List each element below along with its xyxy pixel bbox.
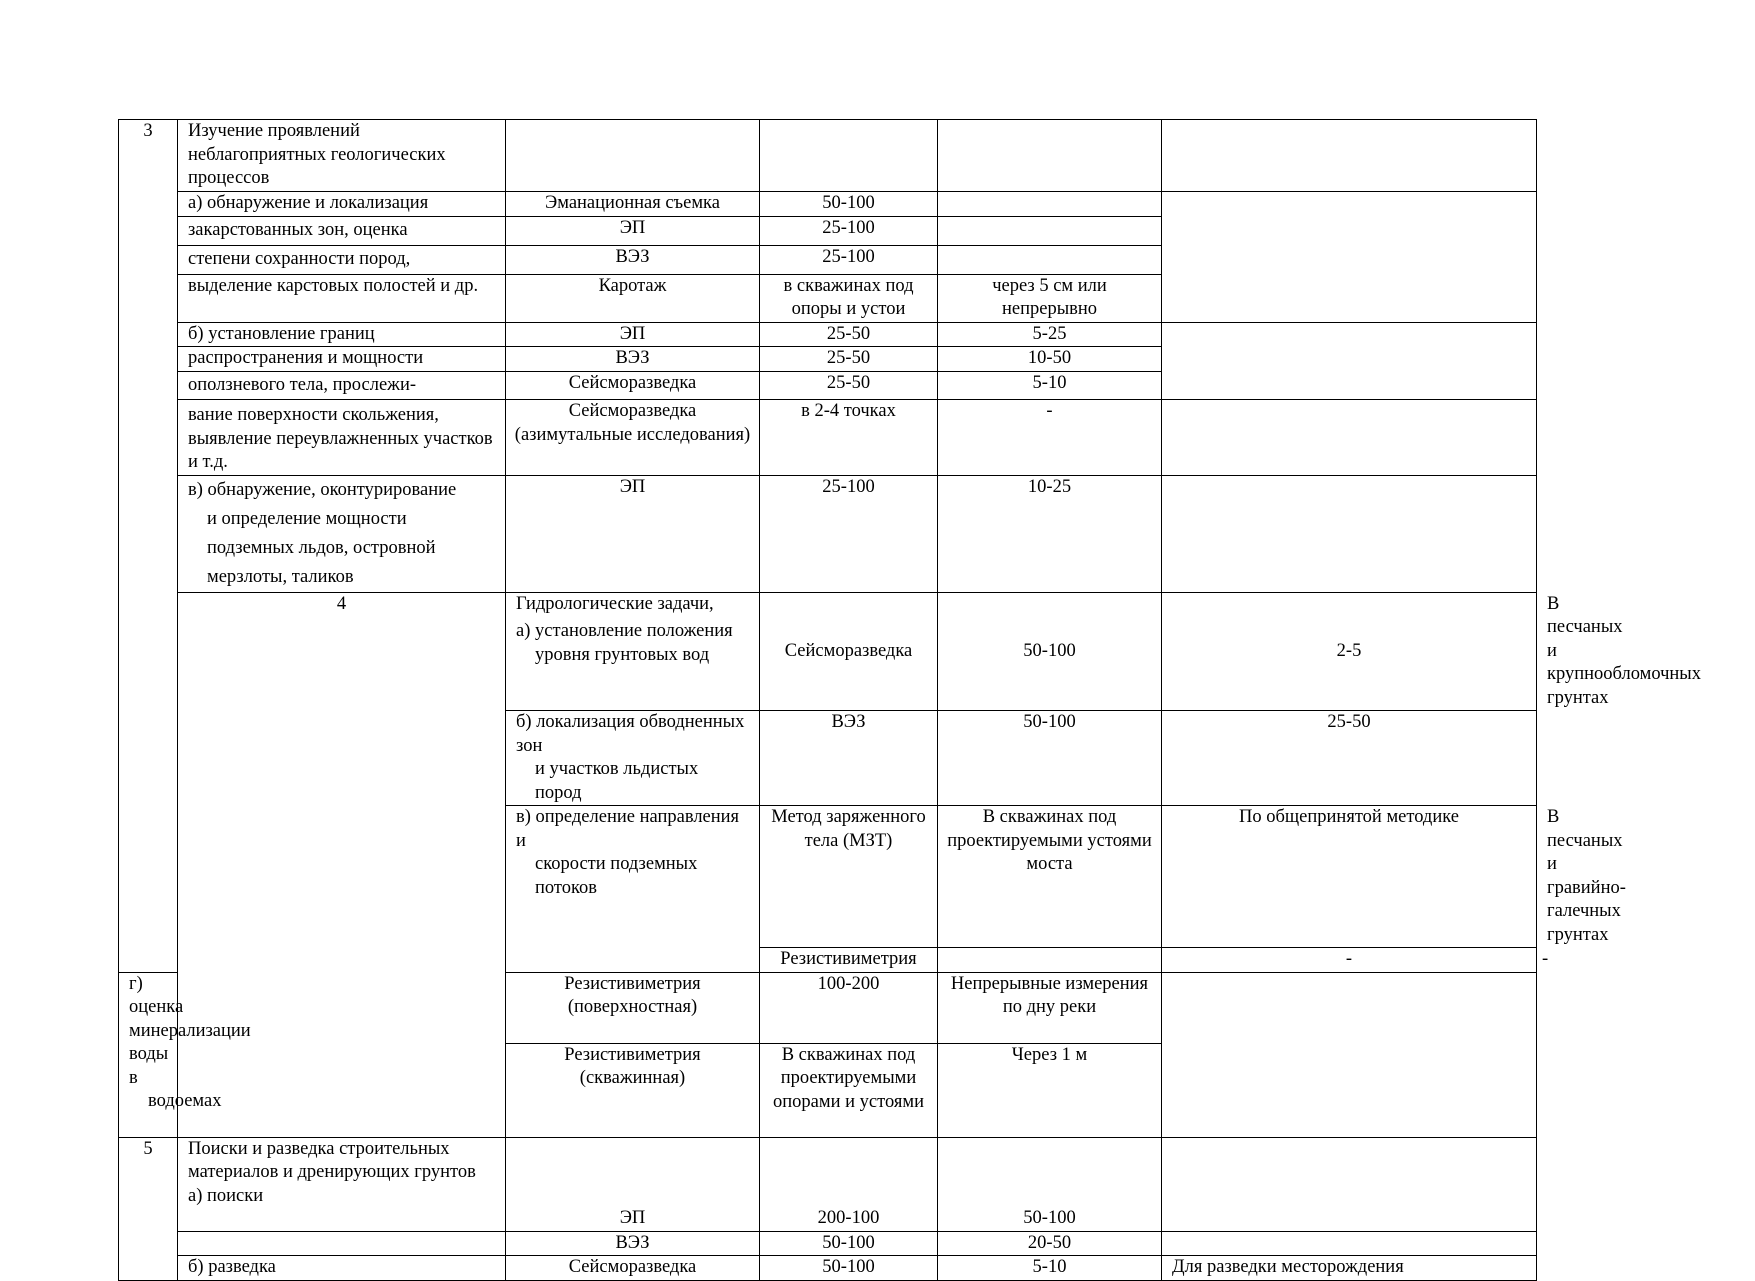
task-line: водоемах: [148, 1091, 222, 1111]
task-text: [119, 972, 251, 1137]
step-cell: 20-50: [938, 1231, 1162, 1256]
step-cell: 5-10: [938, 372, 1162, 400]
distance-cell: в скважинах под опоры и устои: [760, 274, 938, 322]
task-text: выделение карстовых полостей и др.: [178, 274, 506, 322]
method-cell: ВЭЗ: [506, 1231, 760, 1256]
note-cell: [1162, 322, 1537, 400]
distance-cell: В скважинах под проектируемыми устоями моста: [938, 806, 1162, 948]
step-cell: -: [1162, 948, 1537, 973]
method-cell: [506, 120, 760, 192]
distance-cell: В скважинах под проектируемыми опорами и устоями: [760, 1043, 938, 1137]
method-cell: ВЭЗ: [506, 245, 760, 274]
method-cell: Сейсморазведка: [506, 372, 760, 400]
task-text: [506, 806, 760, 973]
method-cell: ВЭЗ: [760, 711, 938, 806]
note-cell: [1162, 192, 1537, 323]
note-cell: [1162, 972, 1537, 1137]
method-cell: Каротаж: [506, 274, 760, 322]
step-cell: через 5 см или непрерывно: [938, 274, 1162, 322]
table-row: [119, 475, 1537, 592]
note-cell: [1162, 400, 1537, 476]
task-line: а) поиски: [188, 1185, 264, 1206]
step-cell: 5-25: [938, 322, 1162, 347]
step-cell: 10-50: [938, 347, 1162, 372]
geophysics-methods-table: [118, 119, 1701, 1281]
distance-cell: [760, 120, 938, 192]
table-row: Резистивиметрия - -: [119, 948, 1537, 973]
method-cell: Метод заряженного тела (МЗТ): [760, 806, 938, 948]
distance-cell: 25-100: [760, 245, 938, 274]
section-title: Поиски и разведка строительных материалов и дренирующих грунтов: [188, 1138, 476, 1182]
distance-cell: 25-100: [760, 216, 938, 245]
task-text: распространения и мощности: [178, 347, 506, 372]
distance-cell: 25-100: [760, 475, 938, 592]
table-row: [119, 400, 1537, 476]
task-text: [178, 1231, 506, 1256]
note-cell: [1162, 475, 1537, 592]
method-cell: ЭП: [506, 1137, 760, 1231]
section-title: Изучение проявлений неблагоприятных геологических процессов: [178, 120, 506, 192]
step-cell: 10-25: [938, 475, 1162, 592]
step-cell: 2-5: [1162, 592, 1537, 711]
task-text: [178, 475, 506, 592]
task-line: и определение мощности: [207, 508, 407, 529]
method-cell: Сейсморазведка: [506, 1256, 760, 1281]
table-row: [119, 322, 1537, 347]
table-row: [119, 120, 1537, 192]
distance-cell: 50-100: [938, 592, 1162, 711]
row-number: 4: [178, 592, 506, 1137]
distance-cell: 100-200: [760, 972, 938, 1043]
method-cell: ВЭЗ: [506, 347, 760, 372]
step-cell: [938, 245, 1162, 274]
distance-cell: [938, 948, 1162, 973]
task-line: в) определение направления и: [516, 807, 740, 851]
distance-cell: 50-100: [760, 192, 938, 217]
table-row: 4 Гидрологические задачи, а) установление положения уровня грунтовых вод Сейсморазведка 50-100 2-5 В песчаных и крупнообломочных грунтах: [119, 592, 1537, 711]
task-text: б) разведка: [178, 1256, 506, 1281]
distance-cell: 25-50: [760, 347, 938, 372]
task-text: степени сохранности пород,: [178, 245, 506, 274]
task-line: и участков льдистых пород: [535, 759, 699, 803]
task-line: скорости подземных потоков: [535, 854, 698, 898]
task-line: а) установление положения: [516, 621, 733, 641]
task-line: мерзлоты, таликов: [207, 566, 354, 587]
method-cell: Сейсморазведка (азимутальные исследования): [506, 400, 760, 476]
distance-cell: 25-50: [760, 322, 938, 347]
method-cell: ЭП: [506, 322, 760, 347]
task-line: г) оценка минерализации воды в: [129, 973, 251, 1088]
distance-cell: 50-100: [938, 711, 1162, 806]
task-line: уровня грунтовых вод: [535, 644, 710, 665]
note-cell: [1162, 1231, 1537, 1256]
table-row: [119, 192, 1537, 217]
note-cell: [1162, 1137, 1537, 1231]
step-cell: Непрерывные измерения по дну реки: [938, 972, 1162, 1043]
step-cell: По общепринятой методике: [1162, 806, 1537, 948]
step-cell: 50-100: [938, 1137, 1162, 1231]
row-number: 5: [119, 1137, 178, 1280]
distance-cell: 50-100: [760, 1231, 938, 1256]
task-text: [506, 711, 760, 806]
method-cell: Эманационная съемка: [506, 192, 760, 217]
task-line: в) обнаружение, оконтурирование: [188, 479, 457, 500]
method-cell: ЭП: [506, 475, 760, 592]
note-cell: [1162, 120, 1537, 192]
table-row: [119, 1256, 1537, 1281]
table-row: в) определение направления и скорости подземных потоков Метод заряженного тела (МЗТ) В скважинах под проектируемыми устоями моста По общепринятой методике В песчаных и гравийно-галечных грунтах: [119, 806, 1537, 948]
note-cell: Для разведки месторождения: [1162, 1256, 1537, 1281]
task-text: вание поверхности скольжения, выявление переувлажненных участков и т.д.: [178, 400, 506, 476]
table-row: [119, 1231, 1537, 1256]
distance-cell: в 2-4 точках: [760, 400, 938, 476]
method-cell: Сейсморазведка: [760, 592, 938, 711]
task-text: закарстованных зон, оценка: [178, 216, 506, 245]
distance-cell: 50-100: [760, 1256, 938, 1281]
step-cell: 5-10: [938, 1256, 1162, 1281]
step-cell: 25-50: [1162, 711, 1537, 806]
step-cell: [938, 216, 1162, 245]
distance-cell: 200-100: [760, 1137, 938, 1231]
step-cell: [938, 192, 1162, 217]
step-cell: -: [938, 400, 1162, 476]
task-text: [178, 1137, 506, 1231]
step-cell: [938, 120, 1162, 192]
table-row: [119, 1137, 1537, 1231]
task-line: подземных льдов, островной: [207, 537, 436, 558]
task-text: б) установление границ: [178, 322, 506, 347]
row-number: 3: [119, 120, 178, 973]
method-cell: Резистивиметрия (скважинная): [506, 1043, 760, 1137]
section-title: Гидрологические задачи,: [516, 593, 714, 614]
step-cell: Через 1 м: [938, 1043, 1162, 1137]
method-cell: ЭП: [506, 216, 760, 245]
task-line: б) локализация обводненных зон: [516, 712, 745, 756]
task-text: оползневого тела, прослежи-: [178, 372, 506, 400]
method-cell: Резистивиметрия: [760, 948, 938, 973]
task-text: а) обнаружение и локализация: [178, 192, 506, 217]
method-cell: Резистивиметрия (поверхностная): [506, 972, 760, 1043]
distance-cell: 25-50: [760, 372, 938, 400]
task-text: [506, 592, 760, 711]
